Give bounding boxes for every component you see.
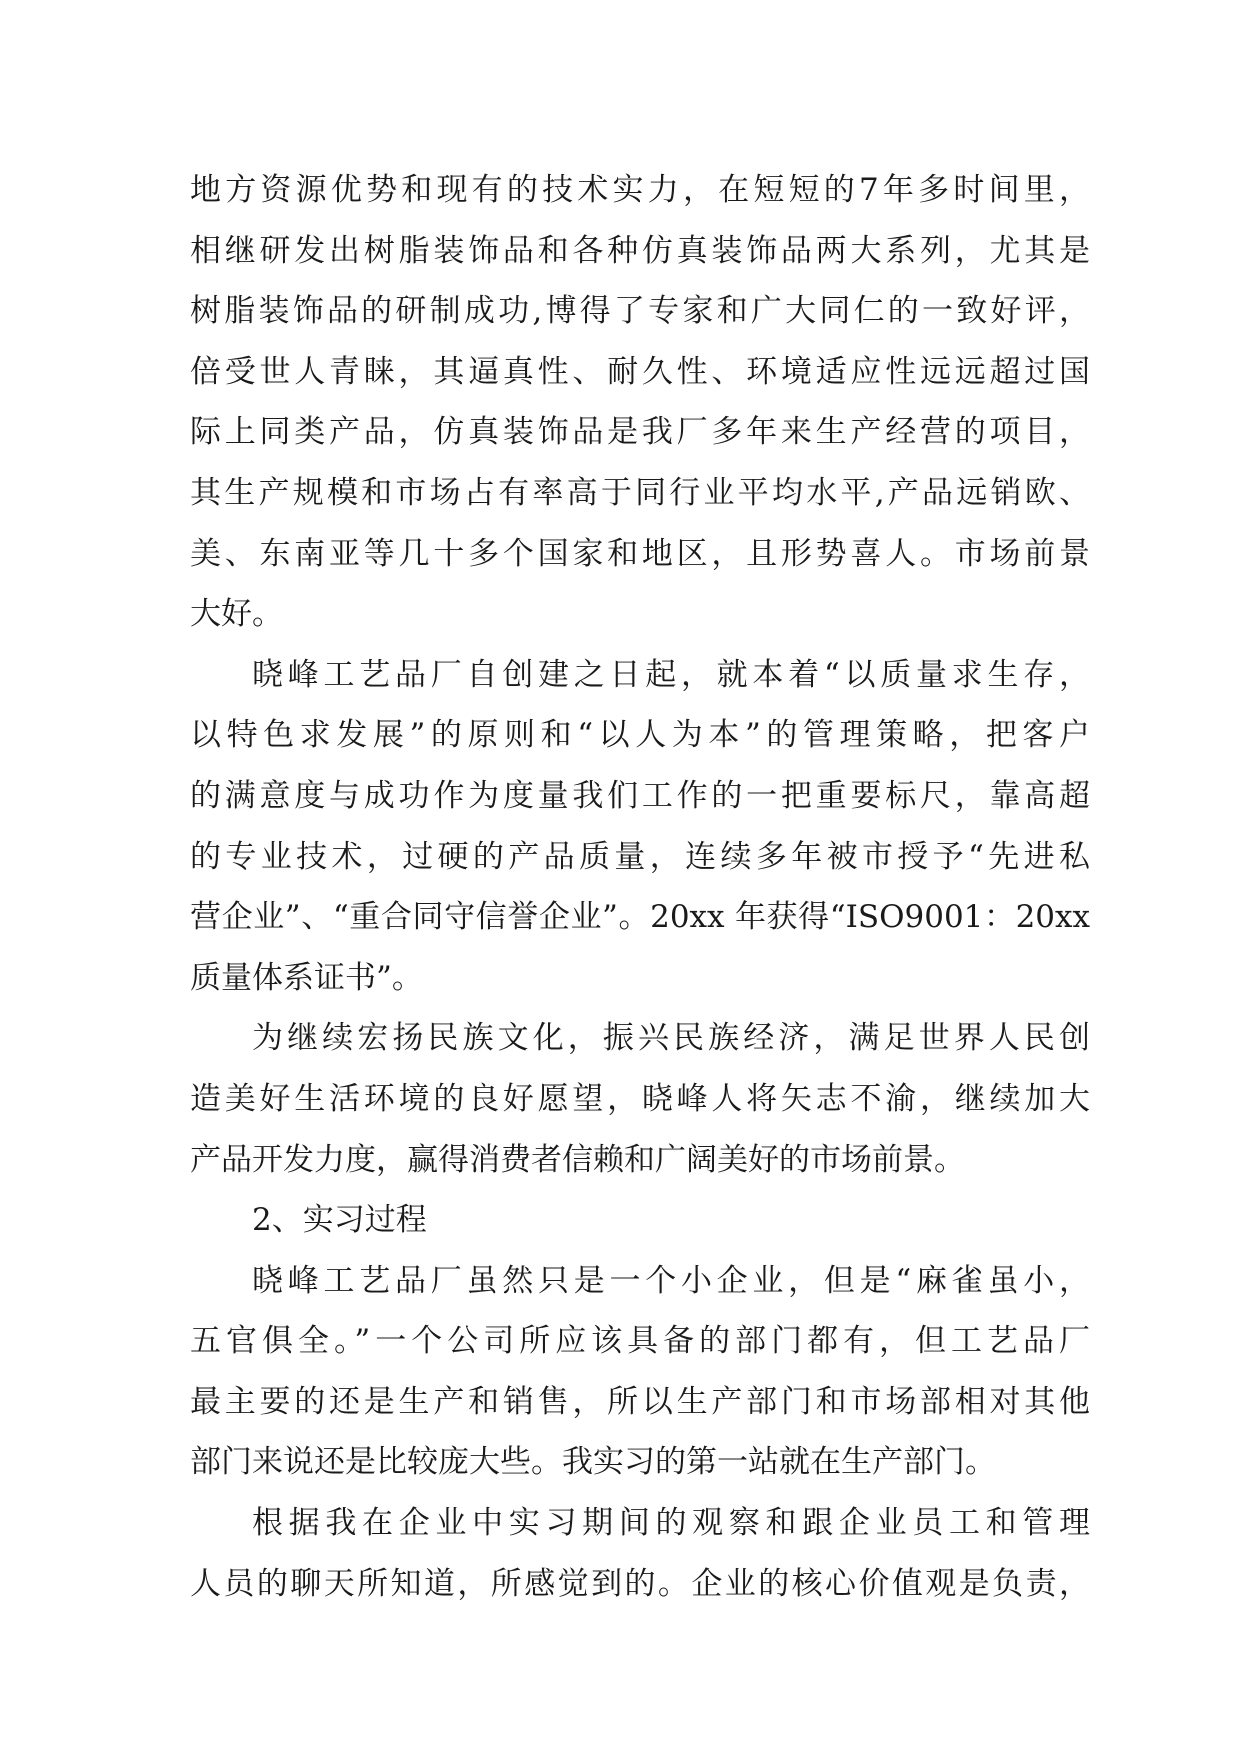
paragraph-start-line: 晓峰工艺品厂虽然只是一个小企业，但是“麻雀虽小， <box>252 1262 1090 1299</box>
text-line: 大好。 <box>190 596 283 633</box>
text-line: 际上同类产品，仿真装饰品是我厂多年来生产经营的项目， <box>190 414 1090 451</box>
text-line: 以特色求发展”的原则和“以人为本”的管理策略，把客户 <box>190 717 1090 754</box>
text-line: 营企业”、“重合同守信誉企业”。20xx 年获得“ISO9001：20xx <box>190 899 1090 936</box>
paragraph-start-line: 根据我在企业中实习期间的观察和跟企业员工和管理 <box>252 1505 1090 1542</box>
text-line: 相继研发出树脂装饰品和各种仿真装饰品两大系列，尤其是 <box>190 232 1090 269</box>
section-heading: 2、实习过程 <box>252 1202 427 1239</box>
text-line: 部门来说还是比较庞大些。我实习的第一站就在生产部门。 <box>190 1444 996 1481</box>
text-line: 质量体系证书”。 <box>190 959 423 996</box>
text-line: 的满意度与成功作为度量我们工作的一把重要标尺，靠高超 <box>190 777 1090 814</box>
text-line: 倍受世人青睐，其逼真性、耐久性、环境适应性远远超过国 <box>190 353 1090 390</box>
paragraph-start-line: 晓峰工艺品厂自创建之日起，就本着“以质量求生存， <box>252 656 1090 693</box>
text-line: 美、东南亚等几十多个国家和地区，且形势喜人。市场前景 <box>190 535 1090 572</box>
paragraph-start-line: 为继续宏扬民族文化，振兴民族经济，满足世界人民创 <box>252 1020 1090 1057</box>
text-line: 地方资源优势和现有的技术实力，在短短的7年多时间里， <box>190 172 1090 208</box>
text-line: 最主要的还是生产和销售，所以生产部门和市场部相对其他 <box>190 1383 1090 1420</box>
text-line: 产品开发力度，赢得消费者信赖和广阔美好的市场前景。 <box>190 1141 965 1178</box>
document-body <box>190 160 1090 1614</box>
text-line: 人员的聊天所知道，所感觉到的。企业的核心价值观是负责， <box>190 1565 1090 1602</box>
text-line: 的专业技术，过硬的产品质量，连续多年被市授予“先进私 <box>190 838 1090 875</box>
text-line: 树脂装饰品的研制成功,博得了专家和广大同仁的一致好评， <box>190 293 1090 330</box>
text-line: 其生产规模和市场占有率高于同行业平均水平,产品远销欧、 <box>190 474 1090 511</box>
text-line: 造美好生活环境的良好愿望，晓峰人将矢志不渝，继续加大 <box>190 1080 1090 1117</box>
text-line: 五官俱全。”一个公司所应该具备的部门都有，但工艺品厂 <box>190 1323 1090 1360</box>
